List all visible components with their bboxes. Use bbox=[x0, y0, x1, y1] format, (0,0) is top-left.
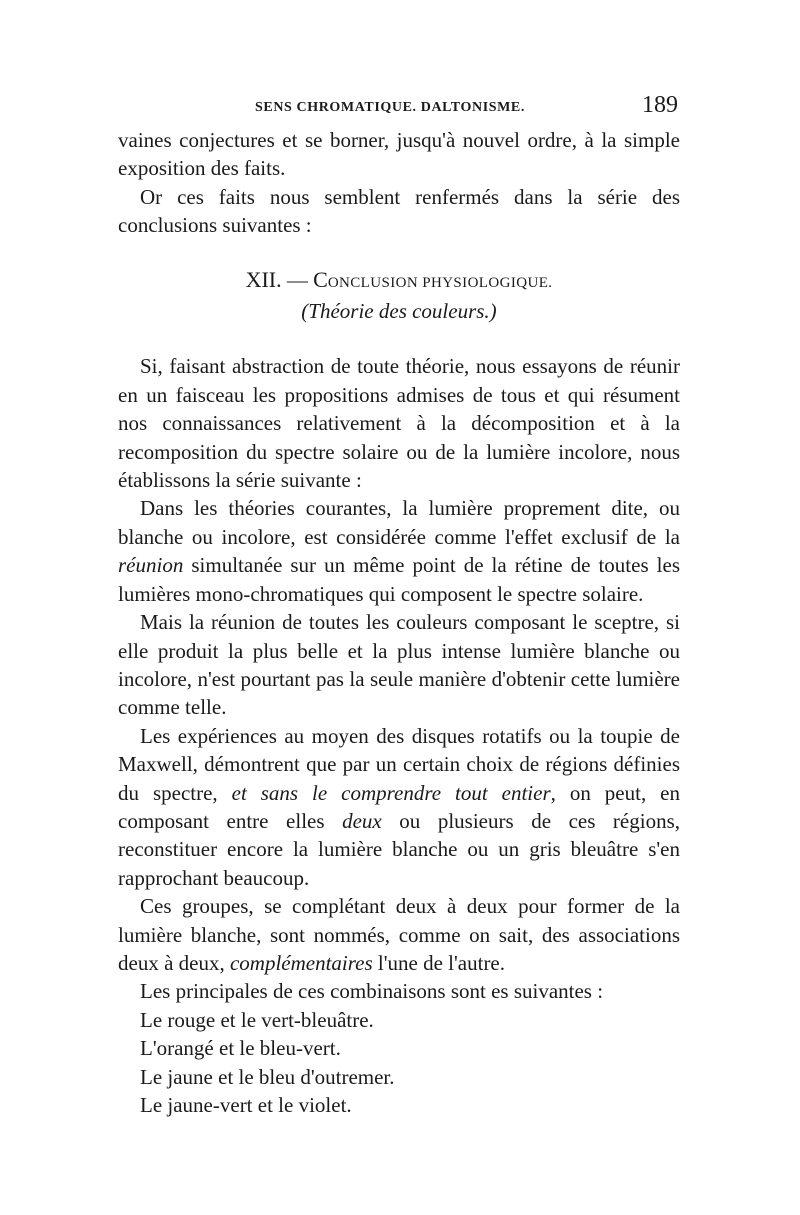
list-item: Le jaune-vert et le violet. bbox=[140, 1093, 352, 1117]
paragraph-groupes bbox=[118, 892, 680, 977]
text-run: Les expériences au moyen des disques rotatifs ou la toupie de Maxwell, démontrent que par un certain choix de régions définies du spectre, bbox=[118, 723, 680, 805]
text-run: Ces groupes, se complétant deux à deux pour former de la lumière blanche, sont nommés, comme on sait, des associations deux à deux, bbox=[118, 894, 680, 975]
section-title: ONCLUSION PHYSIOLOGIQUE. bbox=[327, 274, 553, 291]
page-header bbox=[118, 92, 680, 122]
section-title-cap: C bbox=[313, 266, 328, 292]
paragraph-abstraction: Si, faisant abstraction de toute théorie, nous essayons de réunir en un faisceau les propositions admises de tous et qui résument nos connaissances relativement à la décomposition et à la recomposition du spectre solaire ou de la lumière incolore, nous établissons la série suivante : bbox=[118, 354, 680, 493]
page-number: 189 bbox=[642, 92, 678, 118]
emphasis-sans-comprendre: et sans le comprendre tout entier bbox=[231, 780, 551, 805]
emphasis-deux: deux bbox=[342, 808, 382, 833]
page-body bbox=[118, 126, 680, 1119]
text-run: simultanée sur un même point de la rétine de toutes les lumières mono-chromatiques qui composent le spectre solaire. bbox=[118, 553, 680, 606]
list-item: Le rouge et le vert-bleuâtre. bbox=[140, 1007, 374, 1032]
section-numeral: XII. bbox=[245, 266, 282, 292]
paragraph-theories bbox=[118, 494, 680, 608]
paragraph-reunion: Mais la réunion de toutes les couleurs composant le sceptre, si elle produit la plus belle et la plus intense lumière blanche ou incolore, n'est pourtant pas la seule manière d'obtenir cette lumière comme telle. bbox=[118, 610, 680, 720]
combination-list bbox=[118, 1006, 680, 1120]
text-run: ou plusieurs de ces régions, reconstituer encore la lumière blanche ou un gris bleuâtre s'en rapprochant beaucoup. bbox=[118, 808, 680, 890]
intro-paragraph-2: Or ces faits nous semblent renfermés dans la série des conclusions suivantes : bbox=[118, 184, 680, 238]
paragraph-principales: Les principales de ces combinaisons sont es suivantes : bbox=[140, 979, 604, 1004]
section-heading bbox=[118, 266, 680, 297]
list-item: L'orangé et le bleu-vert. bbox=[140, 1036, 341, 1061]
paragraph-experiences bbox=[118, 722, 680, 892]
text-run: Dans les théories courantes, la lumière proprement dite, ou blanche ou incolore, est considérée comme l'effet exclusif de la bbox=[118, 496, 680, 549]
running-head: SENS CHROMATIQUE. DALTONISME. bbox=[255, 100, 525, 115]
emphasis-reunion: réunion bbox=[118, 553, 184, 578]
emphasis-complementaires: complémentaires bbox=[229, 950, 373, 975]
intro-paragraph-1: vaines conjectures et se borner, jusqu'à nouvel ordre, à la simple exposition des faits. bbox=[118, 128, 680, 181]
list-item: Le jaune et le bleu d'outremer. bbox=[140, 1064, 395, 1089]
section-dash: — bbox=[281, 267, 314, 292]
text-run: l'une de l'autre. bbox=[372, 950, 506, 975]
text-run: , on peut, en composant entre elles bbox=[118, 780, 680, 833]
section-subtitle: (Théorie des couleurs.) bbox=[301, 299, 497, 324]
